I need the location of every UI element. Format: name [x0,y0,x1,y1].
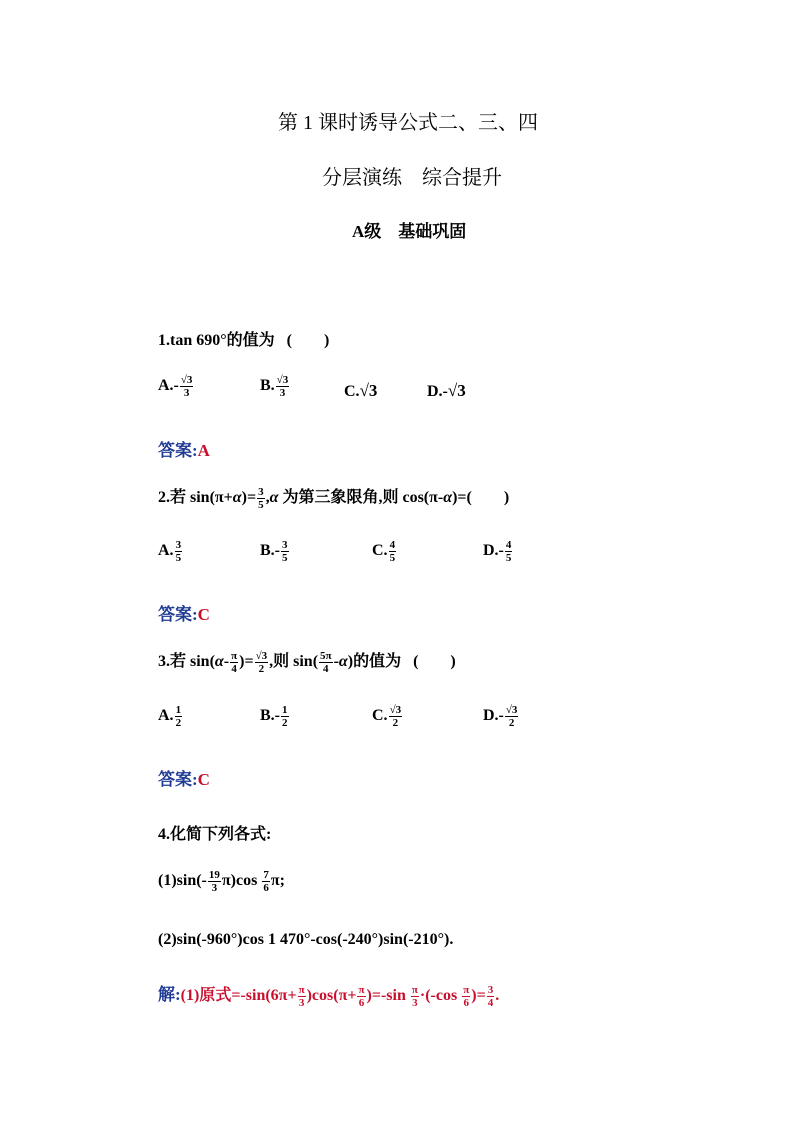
option-b-label: B. [260,377,275,395]
fraction-denominator: 3 [211,882,218,894]
solution-part: )= [471,987,486,1004]
fraction-numerator: π [231,649,238,662]
q3-part: ,则 sin( [269,653,319,670]
q4-part: (1)sin(- [158,872,207,890]
q2-paren: ) [471,489,510,506]
option-d-value: √3 [447,381,466,400]
option-d-denominator: 5 [505,552,512,564]
question-3-answer [158,765,210,790]
option-b-denominator: 3 [279,387,286,399]
question-2-answer [158,600,210,625]
q3-part: - [333,653,339,670]
option-a-label: A.- [158,377,179,395]
option-c-label: C. [344,383,360,400]
q3-part: 3.若 sin( [158,653,215,670]
option-b-denominator: 2 [282,717,288,729]
question-4-solution [158,980,499,1009]
question-1-option-b [260,374,290,399]
q4-part: π; [270,872,285,890]
question-3-stem [158,648,456,675]
answer-label: 答案: [158,770,198,789]
option-d-label: D.- [427,383,448,400]
question-2-stem [158,484,509,511]
fraction-denominator: 6 [263,882,269,894]
option-c-numerator: √3 [389,704,402,716]
fraction-denominator: 2 [258,662,265,675]
question-1-text: 1.tan 690°的值为 [158,332,275,349]
fraction-numerator: π [463,983,470,996]
q2-part: )= [241,489,257,506]
fraction-numerator: √3 [255,649,268,662]
alpha-symbol: α [338,653,348,670]
option-a-denominator: 2 [175,717,182,729]
option-a-numerator: 3 [175,539,182,551]
answer-label: 答案: [158,605,198,624]
fraction-denominator: 3 [298,996,305,1009]
alpha-symbol: α [214,653,224,670]
q3-paren: ( ) [413,653,456,670]
fraction-denominator: 6 [358,996,365,1009]
q3-part: - [223,653,230,670]
question-1-paren: ( ) [286,332,330,349]
option-a-numerator: 1 [175,704,182,716]
option-a-numerator: √3 [180,374,193,386]
option-a-label: A. [158,542,174,560]
option-a-denominator: 5 [175,552,182,564]
question-3-option-b [260,704,290,729]
question-3-option-c [372,704,403,729]
question-2-option-d [483,539,513,564]
alpha-symbol: α [443,489,453,506]
solution-part: )=-sin [366,987,410,1004]
answer-value: C [197,605,210,624]
fraction-numerator: 3 [258,485,264,498]
option-b-label: B.- [260,542,280,560]
answer-label: 答案: [158,441,198,460]
q2-part: 2.若 sin(π+ [158,489,233,506]
question-4-part-2: (2)sin(-960°)cos 1 470°-cos(-240°)sin(-210°). [158,931,454,948]
question-1-option-a [158,374,194,399]
option-c-label: C. [372,542,388,560]
fraction-denominator: 5 [258,498,264,511]
option-d-numerator: √3 [505,704,518,716]
question-1-stem [158,327,329,350]
option-b-numerator: √3 [276,374,289,386]
fraction-numerator: π [358,983,365,996]
option-b-numerator: 3 [282,539,288,551]
answer-value: A [197,441,210,460]
option-d-numerator: 4 [505,539,512,551]
question-2-option-a [158,539,183,564]
question-2-option-c [372,539,397,564]
fraction-denominator: 3 [412,996,418,1009]
option-a-label: A. [158,707,174,725]
q3-part: )= [239,653,254,670]
option-d-label: D.- [483,707,504,725]
option-c-numerator: 4 [389,539,396,551]
q3-part: )的值为 [347,653,402,670]
alpha-symbol: α [232,489,242,506]
option-c-denominator: 2 [392,717,399,729]
page-subtitle: 分层演练 综合提升 [322,167,502,189]
option-b-denominator: 5 [282,552,288,564]
option-a-denominator: 3 [183,387,190,399]
answer-value: C [197,770,210,789]
option-c-denominator: 5 [389,552,396,564]
fraction-numerator: 7 [263,869,269,881]
q2-part: , [265,489,270,506]
solution-part: )cos(π+ [306,987,357,1004]
page-title: 第 1 课时诱导公式二、三、四 [278,112,538,134]
fraction-denominator: 6 [463,996,469,1009]
level-heading: A级 基础巩固 [352,222,467,241]
question-3-option-d [483,704,519,729]
fraction-numerator: π [298,983,305,996]
question-1-option-d [427,381,466,401]
question-2-option-b [260,539,290,564]
option-b-numerator: 1 [282,704,288,716]
question-4-part-1 [158,869,285,894]
q4-part: π)cos [221,872,262,890]
fraction-numerator: π [411,983,418,996]
solution-part: . [495,987,500,1004]
q2-part: )=( [452,489,472,506]
fraction-denominator: 4 [487,996,494,1009]
solution-part: ·(-cos [419,987,462,1004]
question-4-stem: 4.化简下列各式: [158,826,272,843]
solution-part: (1)原式=-sin(6π+ [180,987,297,1004]
fraction-numerator: 3 [487,983,494,996]
option-b-label: B.- [260,707,280,725]
option-c-value: √3 [359,381,378,400]
fraction-numerator: 5π [320,649,332,662]
fraction-denominator: 4 [323,662,329,675]
alpha-symbol: α [269,489,279,506]
fraction-numerator: 19 [208,869,220,881]
fraction-denominator: 4 [231,662,237,675]
option-d-denominator: 2 [508,717,515,729]
option-d-label: D.- [483,542,504,560]
option-c-label: C. [372,707,388,725]
question-1-option-c [344,381,377,401]
question-3-option-a [158,704,183,729]
q2-part: 为第三象限角,则 cos(π- [278,489,444,506]
question-1-answer [158,436,210,461]
solution-label: 解: [158,985,181,1004]
